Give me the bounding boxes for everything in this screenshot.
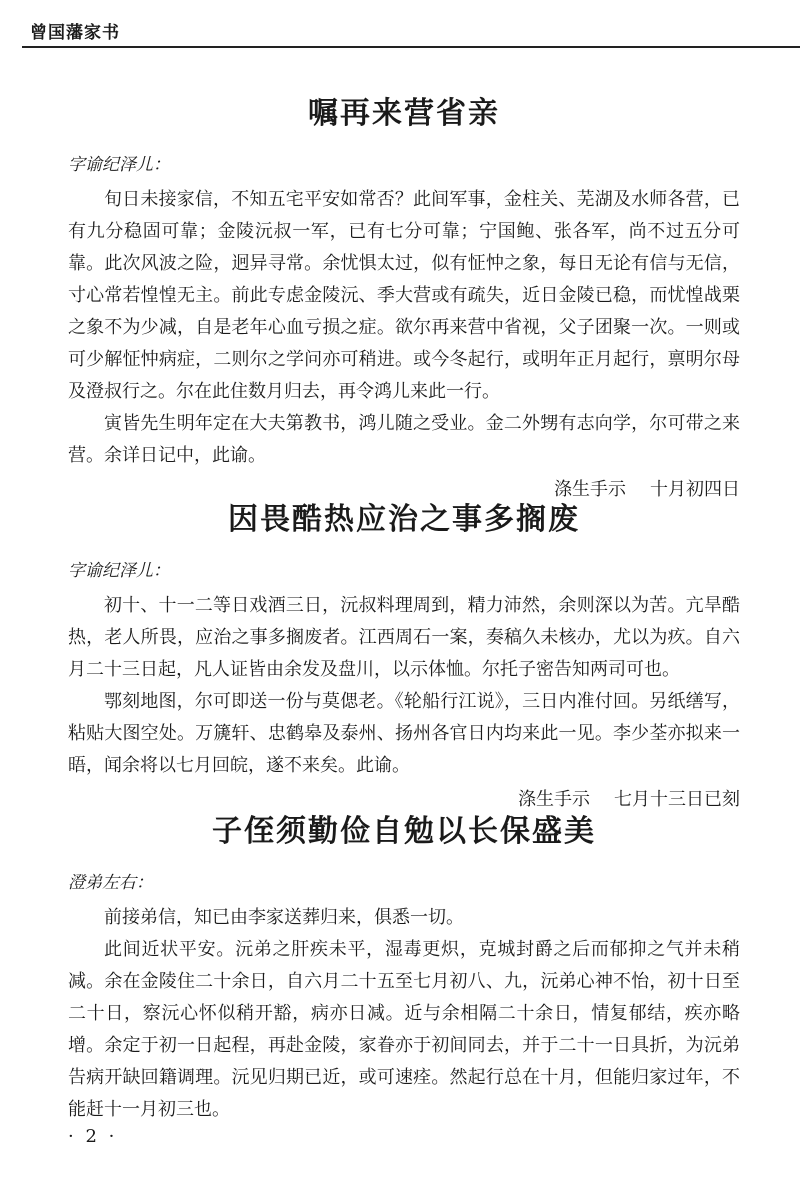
letter-salutation: 字谕纪泽儿： xyxy=(68,561,170,581)
letter-title: 嘱再来营省亲 xyxy=(308,96,500,131)
letter-paragraph: 寅皆先生明年定在大夫第教书，鸿儿随之受业。金二外甥有志向学，尔可带之来营。余详日记中，此谕。 xyxy=(68,413,740,466)
letter-date: 十月初四日 xyxy=(650,479,740,500)
letter-paragraph: 前接弟信，知已由李家送葬归来，俱悉一切。 xyxy=(104,907,464,928)
page-number: · 2 · xyxy=(68,1126,118,1147)
letter-title: 子侄须勤俭自勉以长保盛美 xyxy=(212,814,596,849)
header-divider xyxy=(22,46,800,48)
running-header: 曾国藩家书 xyxy=(30,23,120,43)
letter-2 xyxy=(68,500,740,816)
letter-paragraph: 初十、十一二等日戏酒三日，沅叔料理周到，精力沛然，余则深以为苦。亢旱酷热，老人所畏，应治之事多搁废者。江西周石一案，奏稿久未核办，尤以为疚。自六月二十三日起，凡人证皆由余发及盘川，以示体恤。尔托子密告知两司可也。 xyxy=(68,595,740,680)
letter-title: 因畏酷热应治之事多搁废 xyxy=(228,502,580,537)
letter-salutation: 字谕纪泽儿： xyxy=(68,155,170,175)
letter-signature: 涤生手示 xyxy=(518,789,590,810)
letter-paragraph: 旬日未接家信，不知五宅平安如常否？此间军事，金柱关、芜湖及水师各营，已有九分稳固可靠；金陵沅叔一军，已有七分可靠；宁国鲍、张各军，尚不过五分可靠。此次风波之险，迥异寻常。余忧惧太过，似有怔忡之象，每日无论有信与无信，寸心常若惶惶无主。前此专虑金陵沅、季大营或有疏失，近日金陵已稳，而忧惶战栗之象不为少减，自是老年心血亏损之症。欲尔再来营中省视，父子团聚一次。一则或可少解怔忡病症，二则尔之学问亦可稍进。或今冬起行，或明年正月起行，禀明尔母及澄叔行之。尔在此住数月归去，再令鸿儿来此一行。 xyxy=(68,189,740,402)
letter-date: 七月十三日已刻 xyxy=(614,789,740,810)
letter-salutation: 澄弟左右： xyxy=(68,873,153,893)
letter-1 xyxy=(68,94,740,506)
letter-paragraph: 此间近状平安。沅弟之肝疾未平，湿毒更炽，克城封爵之后而郁抑之气并未稍减。余在金陵住二十余日，自六月二十五至七月初八、九，沅弟心神不怡，初十日至二十日，察沅心怀似稍开豁，病亦日减。近与余相隔二十余日，情复郁结，疾亦略增。余定于初一日起程，再赴金陵，家眷亦于初间同去，并于二十一日具折，为沅弟告病开缺回籍调理。沅见归期已近，或可速痊。然起行总在十月，但能归家过年，不能赶十一月初三也。 xyxy=(68,939,740,1120)
letter-signature: 涤生手示 xyxy=(554,479,626,500)
letter-3 xyxy=(68,812,740,1126)
letter-paragraph: 鄂刻地图，尔可即送一份与莫偲老。《轮船行江说》，三日内准付回。另纸缮写，粘贴大图空处。万篪轩、忠鹤皋及泰州、扬州各官日内均来此一见。李少荃亦拟来一晤，闻余将以七月回皖，遂不来矣。此谕。 xyxy=(68,691,740,776)
